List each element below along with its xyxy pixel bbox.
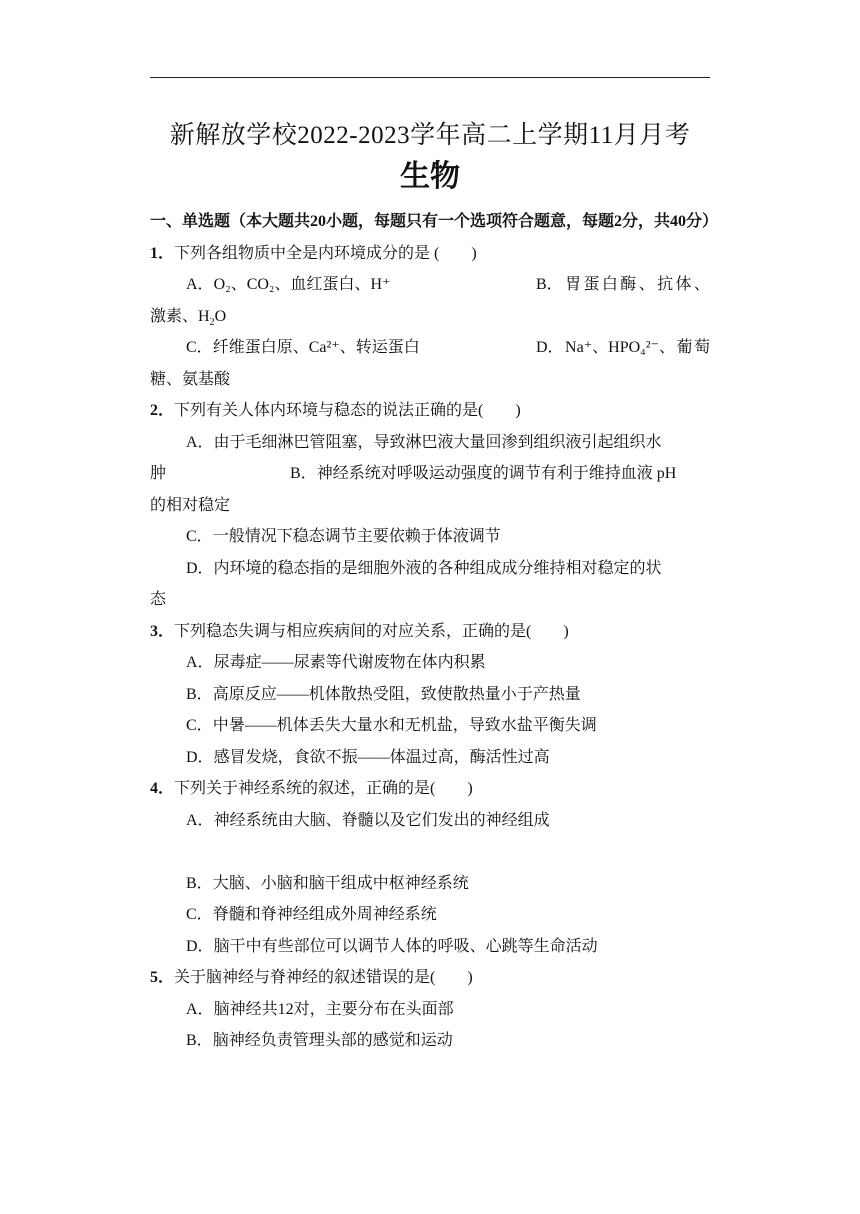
exam-page [150, 116, 719, 1057]
question-number: 4 [150, 780, 158, 797]
option-c-text: 中暑——机体丢失大量水和无机盐，导致水盐平衡失调 [212, 717, 597, 734]
question-text: 下列关于神经系统的叙述，正确的是( ) [174, 780, 473, 797]
question-5-stem: 5．关于脑神经与脊神经的叙述错误的是( ) [150, 969, 473, 986]
question-1-options-ab [150, 269, 710, 301]
blank-line [150, 836, 710, 868]
question-number: 5 [150, 969, 158, 986]
option-d-text: 感冒发烧，食欲不振——体温过高，酶活性过高 [213, 748, 550, 766]
question-2-option-a-b: 肿 B．神经系统对呼吸运动强度的调节有利于维持血液 pH [150, 465, 677, 482]
question-1-option-d-continued: 糖、氨基酸 [150, 370, 231, 388]
question-2-option-d-continued: 态 [150, 591, 167, 608]
question-5-option-a: A．脑神经共12对，主要分布在头面部 [186, 1000, 454, 1018]
option-b-text: 高原反应——机体散热受阻，致使散热量小于产热量 [212, 685, 581, 703]
question-1-options-cd [150, 332, 710, 364]
option-a-text: 脑神经共12对，主要分布在头面部 [213, 1000, 454, 1018]
option-c-text: 脊髓和脊神经组成外周神经系统 [212, 906, 437, 923]
option-b: B． 胃 蛋 白 酶 、 抗 体 、 [536, 276, 710, 293]
question-number: 2 [150, 402, 158, 419]
question-4-option-d: D．脑干中有些部位可以调节人体的呼吸、心跳等生命活动 [186, 937, 598, 955]
question-number: 1 [150, 244, 158, 262]
question-3-option-c: C．中暑——机体丢失大量水和无机盐，导致水盐平衡失调 [186, 717, 597, 734]
question-2-option-a: A．由于毛细淋巴管阻塞，导致淋巴液大量回渗到组织液引起组织水 [186, 433, 662, 451]
question-3-option-d: D．感冒发烧，食欲不振——体温过高，酶活性过高 [186, 748, 550, 766]
question-2-option-c: C．一般情况下稳态调节主要依赖于体液调节 [186, 528, 501, 545]
option-a-text: 神经系统由大脑、脊髓以及它们发出的神经组成 [213, 811, 550, 829]
question-3-option-b: B．高原反应——机体散热受阻，致使散热量小于产热量 [186, 685, 581, 703]
question-1-option-b-continued: 激素、$H_2O$ [150, 307, 227, 328]
question-3-stem: 3．下列稳态失调与相应疾病间的对应关系，正确的是( ) [150, 622, 569, 640]
option-d: D． Na⁺、HPO₄²⁻、 葡 萄 [536, 339, 710, 356]
option-c-text: 纤维蛋白原、Ca²⁺、转运蛋白 [212, 339, 420, 356]
question-text: 下列稳态失调与相应疾病间的对应关系，正确的是( ) [174, 622, 569, 640]
option-a-text: 尿毒症——尿素等代谢废物在体内积累 [213, 654, 486, 671]
question-text: 关于脑神经与脊神经的叙述错误的是( ) [174, 969, 473, 986]
exam-title: 新解放学校2022-2023学年高二上学期11月月考 [169, 122, 691, 149]
question-text: 下列有关人体内环境与稳态的说法正确的是( ) [174, 402, 521, 419]
subject-title: 生物 [400, 160, 460, 193]
section-heading: 一、单选题（本大题共20小题，每题只有一个选项符合题意，每题2分，共40分） [150, 213, 719, 230]
header-rule [150, 77, 710, 78]
option-a: A．O₂、CO₂、血红蛋白、H⁺ [186, 276, 391, 293]
question-3-option-a: A．尿毒症——尿素等代谢废物在体内积累 [186, 654, 486, 671]
question-4-option-a: A．神经系统由大脑、脊髓以及它们发出的神经组成 [186, 811, 550, 829]
question-number: 3 [150, 622, 158, 640]
option-c: C．纤维蛋白原、Ca²⁺、转运蛋白 [186, 339, 420, 356]
option-c-text: 一般情况下稳态调节主要依赖于体液调节 [212, 528, 501, 545]
question-4-stem: 4．下列关于神经系统的叙述，正确的是( ) [150, 780, 473, 797]
question-4-option-c: C．脊髓和脊神经组成外周神经系统 [186, 906, 437, 923]
question-2-option-d: D．内环境的稳态指的是细胞外液的各种组成成分维持相对稳定的状 [186, 559, 662, 577]
question-5-option-b: B．脑神经负责管理头部的感觉和运动 [186, 1032, 453, 1049]
option-d-text: 脑干中有些部位可以调节人体的呼吸、心跳等生命活动 [213, 937, 598, 955]
question-text: 下列各组物质中全是内环境成分的是 ( ) [174, 244, 477, 262]
question-2-stem: 2．下列有关人体内环境与稳态的说法正确的是( ) [150, 402, 521, 419]
option-b-text: 大脑、小脑和脑干组成中枢神经系统 [212, 874, 469, 892]
question-1-stem: 1．下列各组物质中全是内环境成分的是 ( ) [150, 244, 477, 262]
option-b-text: 脑神经负责管理头部的感觉和运动 [212, 1032, 453, 1049]
option-a-text: O₂、CO₂、血红蛋白、H⁺ [213, 276, 391, 293]
question-2-option-b-continued: 的相对稳定 [150, 496, 231, 514]
question-4-option-b: B．大脑、小脑和脑干组成中枢神经系统 [186, 874, 469, 892]
